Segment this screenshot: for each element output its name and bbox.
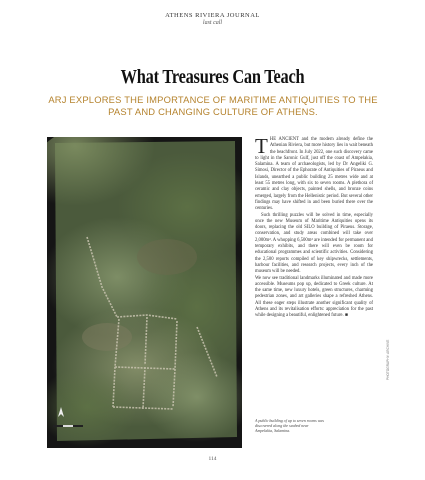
article-title: What Treasures Can Teach <box>120 66 305 88</box>
body-paragraph-3 <box>255 276 373 320</box>
article-subtitle: ARJ EXPLORES THE IMPORTANCE OF MARITIME ANTIQUITIES TO THE PAST AND CHANGING CULTURE OF ATHENS. <box>48 94 378 117</box>
body-paragraph-1: HE ANCIENT and the modern already define the Athenian Riviera, but more history lies in wait beneath the beachfront. In July 2022, one such discovery came to light in the Saronic Gulf, just off the coast of Ampelakia, Salamina. A team of archaeologists, led by Dr Angeliki G. Simosi, Director of the Ephorate of Antiquities of Piraeus and Islands, unearthed a public building 25 metres wide and at least 55 metres long, with six to seven rooms. A plethora of ceramic and clay objects, painted shells, and bronze coins emerged, largely from the Hellenistic period. But several other findings may have shifted in and been buried there over the centuries. <box>255 137 373 212</box>
article-body <box>255 134 373 320</box>
seabed-aerial-photo <box>47 137 242 448</box>
body-paragraph-3-text: We now see traditional landmarks illuminated and made more accessible. Museums pop up, dedicated to Greek culture. At the same time, new luxury hotels, green structures, charming pedestrian zones, and art galleries shape a refreshed Athens. All these eager steps illustrate another significant quality of Athens and its revitalisation efforts: appreciation for the past while designing a beautiful, enlightened future. <box>255 275 373 319</box>
photo-caption: A public building of up to seven rooms was discovered along the seabed near Ampelakia, Salamina. <box>255 418 324 434</box>
photo-credit: PHOTOGRAPHY: ARCHIVE <box>386 339 390 380</box>
magazine-header <box>0 12 425 26</box>
end-mark-icon: ■ <box>344 313 348 319</box>
page-number: 114 <box>208 456 217 462</box>
drop-cap: T <box>255 134 268 158</box>
body-paragraph-2: Such thrilling puzzles will be solved in time, especially once the new Museum of Maritime Antiquities opens its doors, replacing the old SILO building of Piraeus. Storage, conservation, and study areas combined will take over 2,000m². A whopping 6,500m² are intended for permanent and temporary exhibits, and there will even be room for educational programmes and scientific activities. Considering the 2,500 reports compiled of key shipwrecks, settlements, harbour facilities, and research projects, every inch of the museum will be needed. <box>255 212 373 275</box>
section-label: last call <box>202 20 223 26</box>
journal-name: ATHENS RIVIERA JOURNAL <box>165 12 260 19</box>
